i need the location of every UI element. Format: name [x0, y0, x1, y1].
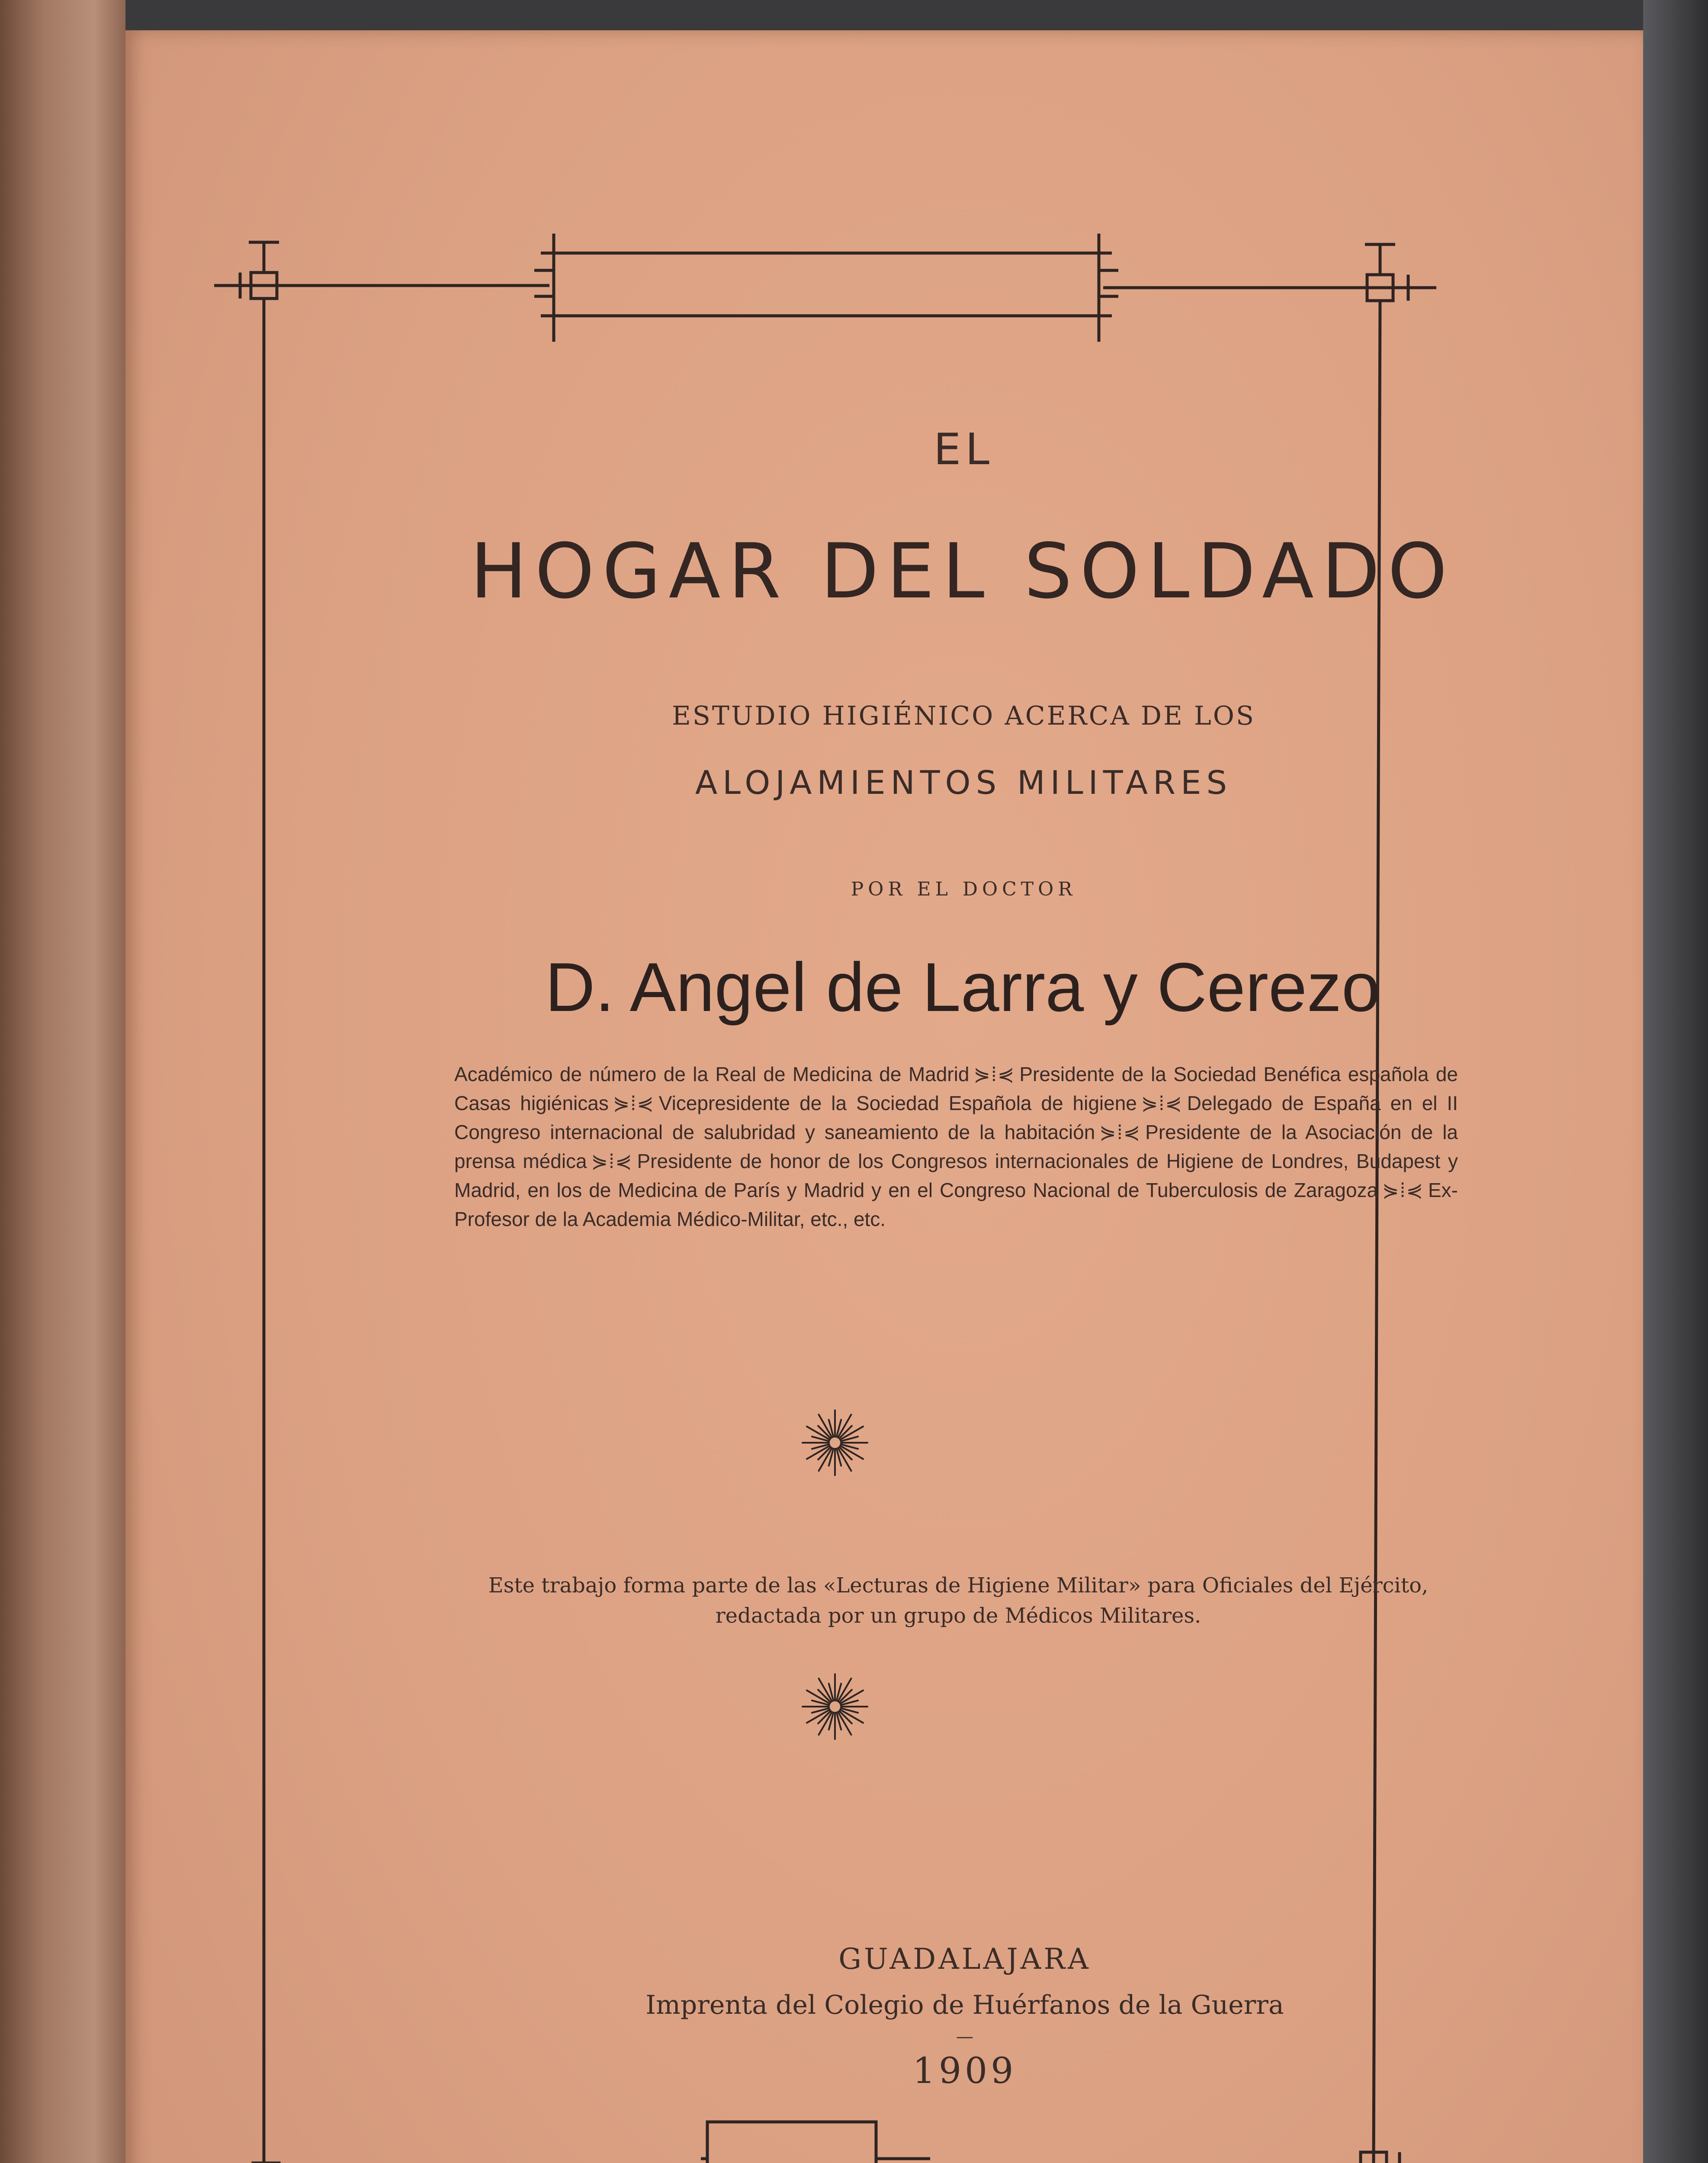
series-note-line-1: Este trabajo forma parte de las «Lecturas de Higiene Militar» para Oficiales del Ejército, — [488, 1573, 1429, 1598]
sunburst-ornament-icon — [798, 1670, 872, 1743]
subtitle-line-2: ALOJAMIENTOS MILITARES — [695, 764, 1233, 802]
imprint-press: Imprenta del Colegio de Huérfanos de la Guerra — [645, 1990, 1284, 2020]
credential-item: Presidente de la Sociedad Benéfica española de Casas higiénicas — [454, 1063, 1458, 1114]
series-note — [454, 1570, 1462, 1631]
credential-item: Delegado de España en el II Congreso internacional de salubridad y saneamiento de la habitación — [454, 1092, 1458, 1143]
left-page-edge — [0, 0, 125, 2163]
by-line: POR EL DOCTOR — [851, 878, 1077, 900]
imprint-city: GUADALAJARA — [838, 1942, 1091, 1976]
separator-ornament-icon: ⋟⁞⋞ — [1382, 1179, 1424, 1201]
credential-item: Vicepresidente de la Sociedad Española de higiene — [658, 1092, 1137, 1114]
separator-ornament-icon: ⋟⁞⋞ — [1141, 1092, 1183, 1114]
credential-item: Ex-Profesor de la Academia Médico-Militar, etc., etc. — [454, 1179, 1458, 1230]
author-name: D. Angel de Larra y Cerezo — [545, 948, 1380, 1026]
author-credentials — [454, 1060, 1458, 1234]
background-right — [1643, 0, 1708, 2163]
credential-item: Presidente de la Asociación de la prensa médica — [454, 1121, 1458, 1172]
imprint-divider: — — [956, 2027, 973, 2047]
credential-item: Académico de número de la Real de Medicina de Madrid — [454, 1063, 970, 1085]
separator-ornament-icon: ⋟⁞⋞ — [613, 1092, 655, 1114]
series-note-line-2: redactada por un grupo de Médicos Militares. — [715, 1604, 1201, 1628]
separator-ornament-icon: ⋟⁞⋞ — [973, 1063, 1015, 1085]
imprint-year: 1909 — [912, 2051, 1017, 2092]
subtitle-line-1: ESTUDIO HIGIÉNICO ACERCA DE LOS — [671, 701, 1256, 731]
title-article: EL — [934, 424, 994, 475]
separator-ornament-icon: ⋟⁞⋞ — [591, 1150, 633, 1172]
sunburst-ornament-icon — [798, 1406, 872, 1479]
main-title: HOGAR DEL SOLDADO — [470, 528, 1455, 616]
title-page — [125, 30, 1643, 2163]
separator-ornament-icon: ⋟⁞⋞ — [1099, 1121, 1141, 1143]
credential-item: Presidente de honor de los Congresos internacionales de Higiene de Londres, Budapest y Madrid, en los de Medicina de París y Madrid y en el Congreso Nacional de Tuberculosis de Zaragoza — [454, 1150, 1458, 1201]
